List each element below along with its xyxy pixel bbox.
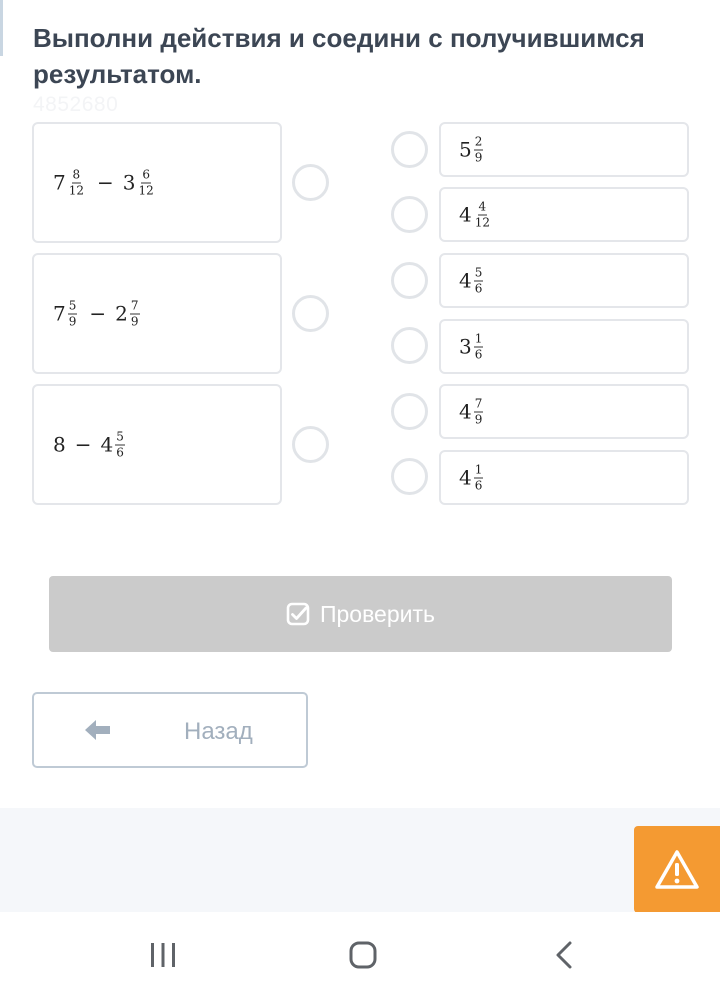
- fraction: [130, 299, 140, 328]
- fraction: [68, 299, 78, 328]
- whole-number: 4: [100, 432, 114, 457]
- minus-operator: −: [89, 301, 107, 326]
- denominator: 9: [68, 314, 77, 328]
- numerator: 4: [478, 199, 487, 213]
- answer: [459, 397, 486, 426]
- report-problem-button[interactable]: [634, 826, 720, 913]
- chevron-left-icon[interactable]: [552, 940, 578, 970]
- whole-number: 7: [53, 170, 66, 195]
- minus-operator: −: [74, 432, 92, 457]
- right-connector-1[interactable]: [391, 131, 428, 168]
- minus-operator: −: [97, 170, 114, 195]
- denominator: 6: [474, 478, 483, 492]
- right-card-5[interactable]: [439, 384, 689, 439]
- denominator: 6: [474, 347, 483, 361]
- right-card-6[interactable]: [439, 450, 689, 505]
- right-connector-2[interactable]: [391, 196, 428, 233]
- numerator: 6: [142, 167, 150, 181]
- whole-number: 3: [459, 334, 472, 359]
- left-connector-2[interactable]: [292, 295, 329, 332]
- numerator: 5: [474, 265, 483, 279]
- denominator: 6: [474, 281, 483, 295]
- right-connector-4[interactable]: [391, 327, 428, 364]
- denominator: 9: [474, 412, 483, 426]
- answer: [459, 332, 486, 361]
- whole-number: 8: [53, 432, 66, 457]
- right-card-4[interactable]: [439, 319, 689, 374]
- numerator: 7: [474, 396, 483, 410]
- recent-apps-icon[interactable]: [148, 940, 178, 970]
- whole-number: 4: [459, 268, 472, 293]
- denominator: 9: [474, 150, 483, 164]
- left-card-2[interactable]: [32, 253, 282, 374]
- right-connector-6[interactable]: [391, 458, 428, 495]
- system-navigation-bar: [0, 912, 720, 997]
- whole-number: 4: [459, 399, 472, 424]
- fraction: [474, 332, 484, 361]
- fraction: [474, 266, 484, 295]
- right-connector-3[interactable]: [391, 262, 428, 299]
- fraction: [474, 397, 484, 426]
- arrow-left-icon: [84, 718, 112, 742]
- check-button-label: Проверить: [319, 600, 436, 627]
- denominator: 6: [116, 445, 124, 459]
- numerator: 8: [72, 167, 81, 181]
- task-id: 4852680: [33, 93, 119, 116]
- whole-number: 7: [53, 301, 66, 326]
- numerator: 7: [130, 298, 139, 312]
- checkbox-check-icon: [286, 602, 310, 626]
- numerator: 1: [474, 331, 483, 345]
- whole-number: 4: [459, 202, 472, 227]
- right-connector-5[interactable]: [391, 393, 428, 430]
- accent-line: [0, 0, 3, 56]
- numerator: 2: [474, 134, 483, 148]
- fraction: [115, 430, 125, 459]
- expression: [53, 168, 158, 197]
- whole-number: 2: [115, 301, 128, 326]
- check-button[interactable]: [49, 576, 672, 652]
- left-connector-3[interactable]: [292, 426, 329, 463]
- answer: [459, 463, 486, 492]
- denominator: 12: [68, 183, 85, 197]
- whole-number: 5: [459, 137, 472, 162]
- fraction: [138, 168, 155, 197]
- numerator: 1: [474, 462, 483, 476]
- expression: [53, 299, 143, 328]
- left-card-3[interactable]: [32, 384, 282, 505]
- denominator: 12: [474, 215, 491, 229]
- numerator: 5: [116, 429, 124, 443]
- fraction: [474, 200, 491, 229]
- back-button-label: Назад: [184, 718, 253, 745]
- right-card-1[interactable]: [439, 122, 689, 177]
- fraction: [68, 168, 85, 197]
- expression: [53, 430, 128, 459]
- denominator: 12: [138, 183, 154, 197]
- denominator: 9: [130, 314, 139, 328]
- right-card-3[interactable]: [439, 253, 689, 308]
- back-button[interactable]: [32, 692, 308, 768]
- fraction: [474, 135, 484, 164]
- whole-number: 3: [122, 170, 136, 195]
- page-title: Выполни действия и соедини с получившимся результатом.: [33, 23, 645, 89]
- left-connector-1[interactable]: [292, 164, 329, 201]
- right-card-2[interactable]: [439, 187, 689, 242]
- home-icon[interactable]: [348, 940, 378, 970]
- warning-triangle-icon: [654, 849, 700, 891]
- footer-area: [0, 808, 720, 912]
- answer: [459, 266, 486, 295]
- fraction: [474, 463, 484, 492]
- left-card-1[interactable]: [32, 122, 282, 243]
- numerator: 5: [68, 298, 77, 312]
- answer: [459, 200, 494, 229]
- whole-number: 4: [459, 465, 472, 490]
- answer: [459, 135, 486, 164]
